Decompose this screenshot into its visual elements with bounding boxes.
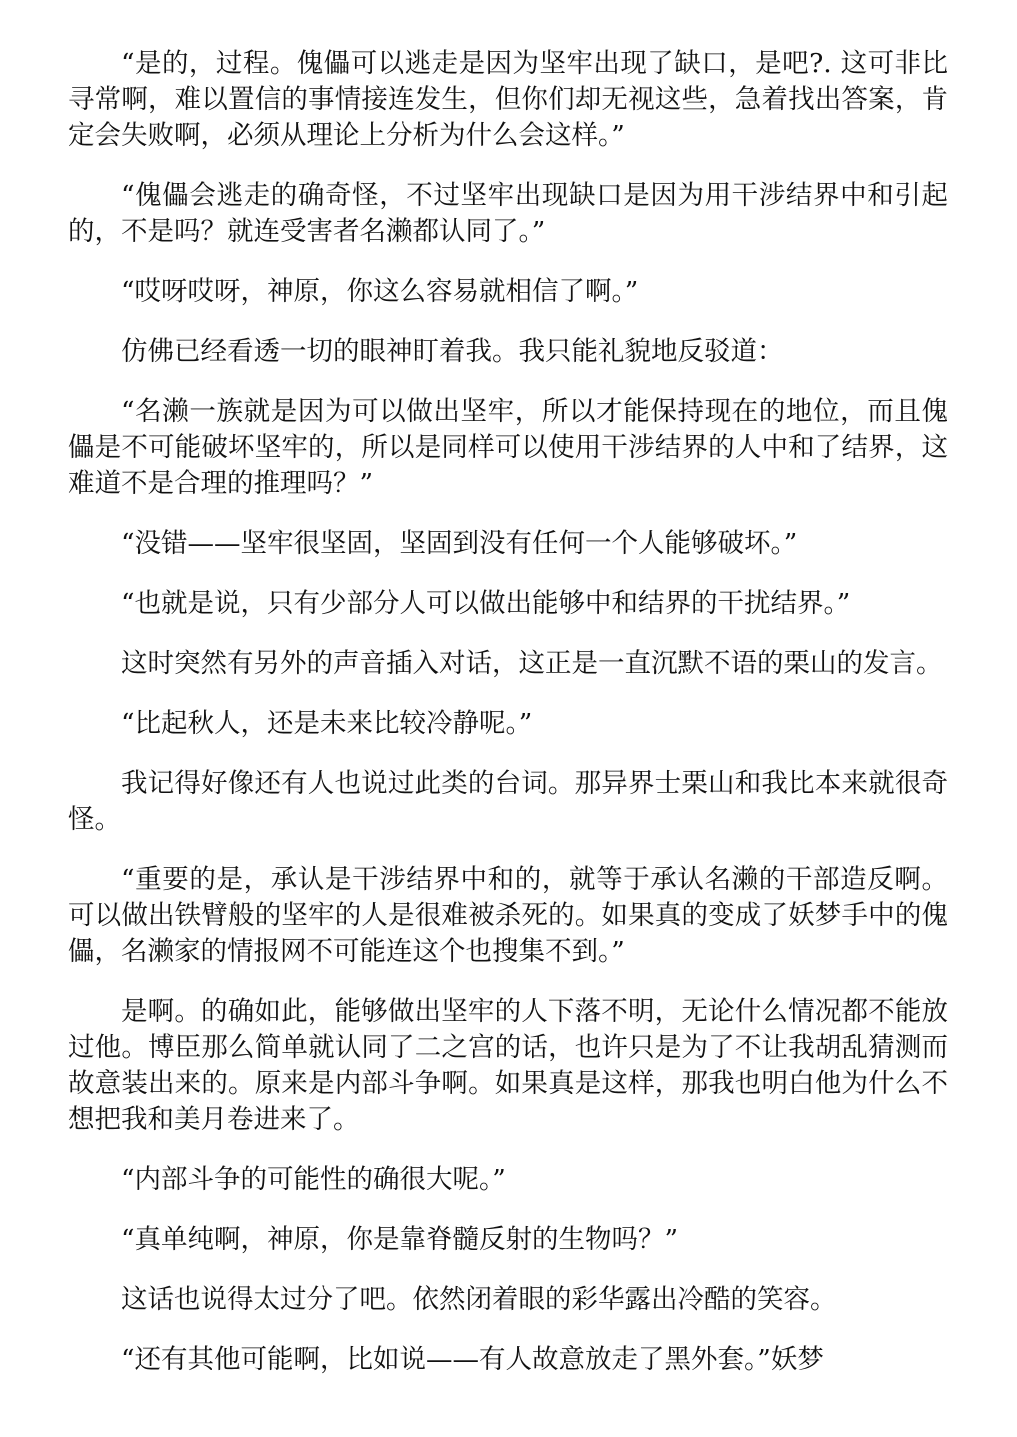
paragraph: 我记得好像还有人也说过此类的台词。那异界士栗山和我比本来就很奇怪。 [68,768,948,835]
paragraph: “重要的是，承认是干涉结界中和的，就等于承认名濑的干部造反啊。可以做出铁臂般的坚牢的人是很难被杀死的。如果真的变成了妖梦手中的傀儡，名濑家的情报网不可能连这个也搜集不到。” [68,864,948,967]
document-page [68,46,948,1402]
paragraph: “比起秋人，还是未来比较冷静呢。” [121,708,533,739]
paragraph: “名濑一族就是因为可以做出坚牢，所以才能保持现在的地位，而且傀儡是不可能破坏坚牢的，所以是同样可以使用干涉结界的人中和了结界，这难道不是合理的推理吗？” [68,396,948,499]
paragraph: 仿佛已经看透一切的眼神盯着我。我只能礼貌地反驳道： [121,336,784,367]
paragraph: “内部斗争的可能性的确很大呢。” [121,1164,506,1195]
paragraph: “没错——坚牢很坚固，坚固到没有任何一个人能够破坏。” [121,528,798,559]
paragraph: “傀儡会逃走的确奇怪，不过坚牢出现缺口是因为用干涉结界中和引起的，不是吗？就连受害者名濑都认同了。” [68,180,948,247]
paragraph: 这时突然有另外的声音插入对话，这正是一直沉默不语的栗山的发言。 [121,648,943,679]
paragraph: “还有其他可能啊，比如说——有人故意放走了黑外套。”妖梦 [121,1344,824,1375]
paragraph: 是啊。的确如此，能够做出坚牢的人下落不明，无论什么情况都不能放过他。博臣那么简单就认同了二之宫的话，也许只是为了不让我胡乱猜测而故意装出来的。原来是内部斗争啊。如果真是这样，那我也明白他为什么不想把我和美月卷进来了。 [68,996,948,1135]
paragraph: “是的，过程。傀儡可以逃走是因为坚牢出现了缺口，是吧?. 这可非比寻常啊，难以置信的事情接连发生，但你们却无视这些，急着找出答案，肯定会失败啊，必须从理论上分析为什么会这样。” [68,48,948,151]
paragraph: “也就是说，只有少部分人可以做出能够中和结界的干扰结界。” [121,588,851,619]
paragraph: 这话也说得太过分了吧。依然闭着眼的彩华露出冷酷的笑容。 [121,1284,837,1315]
paragraph: “哎呀哎呀，神原，你这么容易就相信了啊。” [121,276,639,307]
paragraph: “真单纯啊，神原，你是靠脊髓反射的生物吗？” [121,1224,679,1255]
